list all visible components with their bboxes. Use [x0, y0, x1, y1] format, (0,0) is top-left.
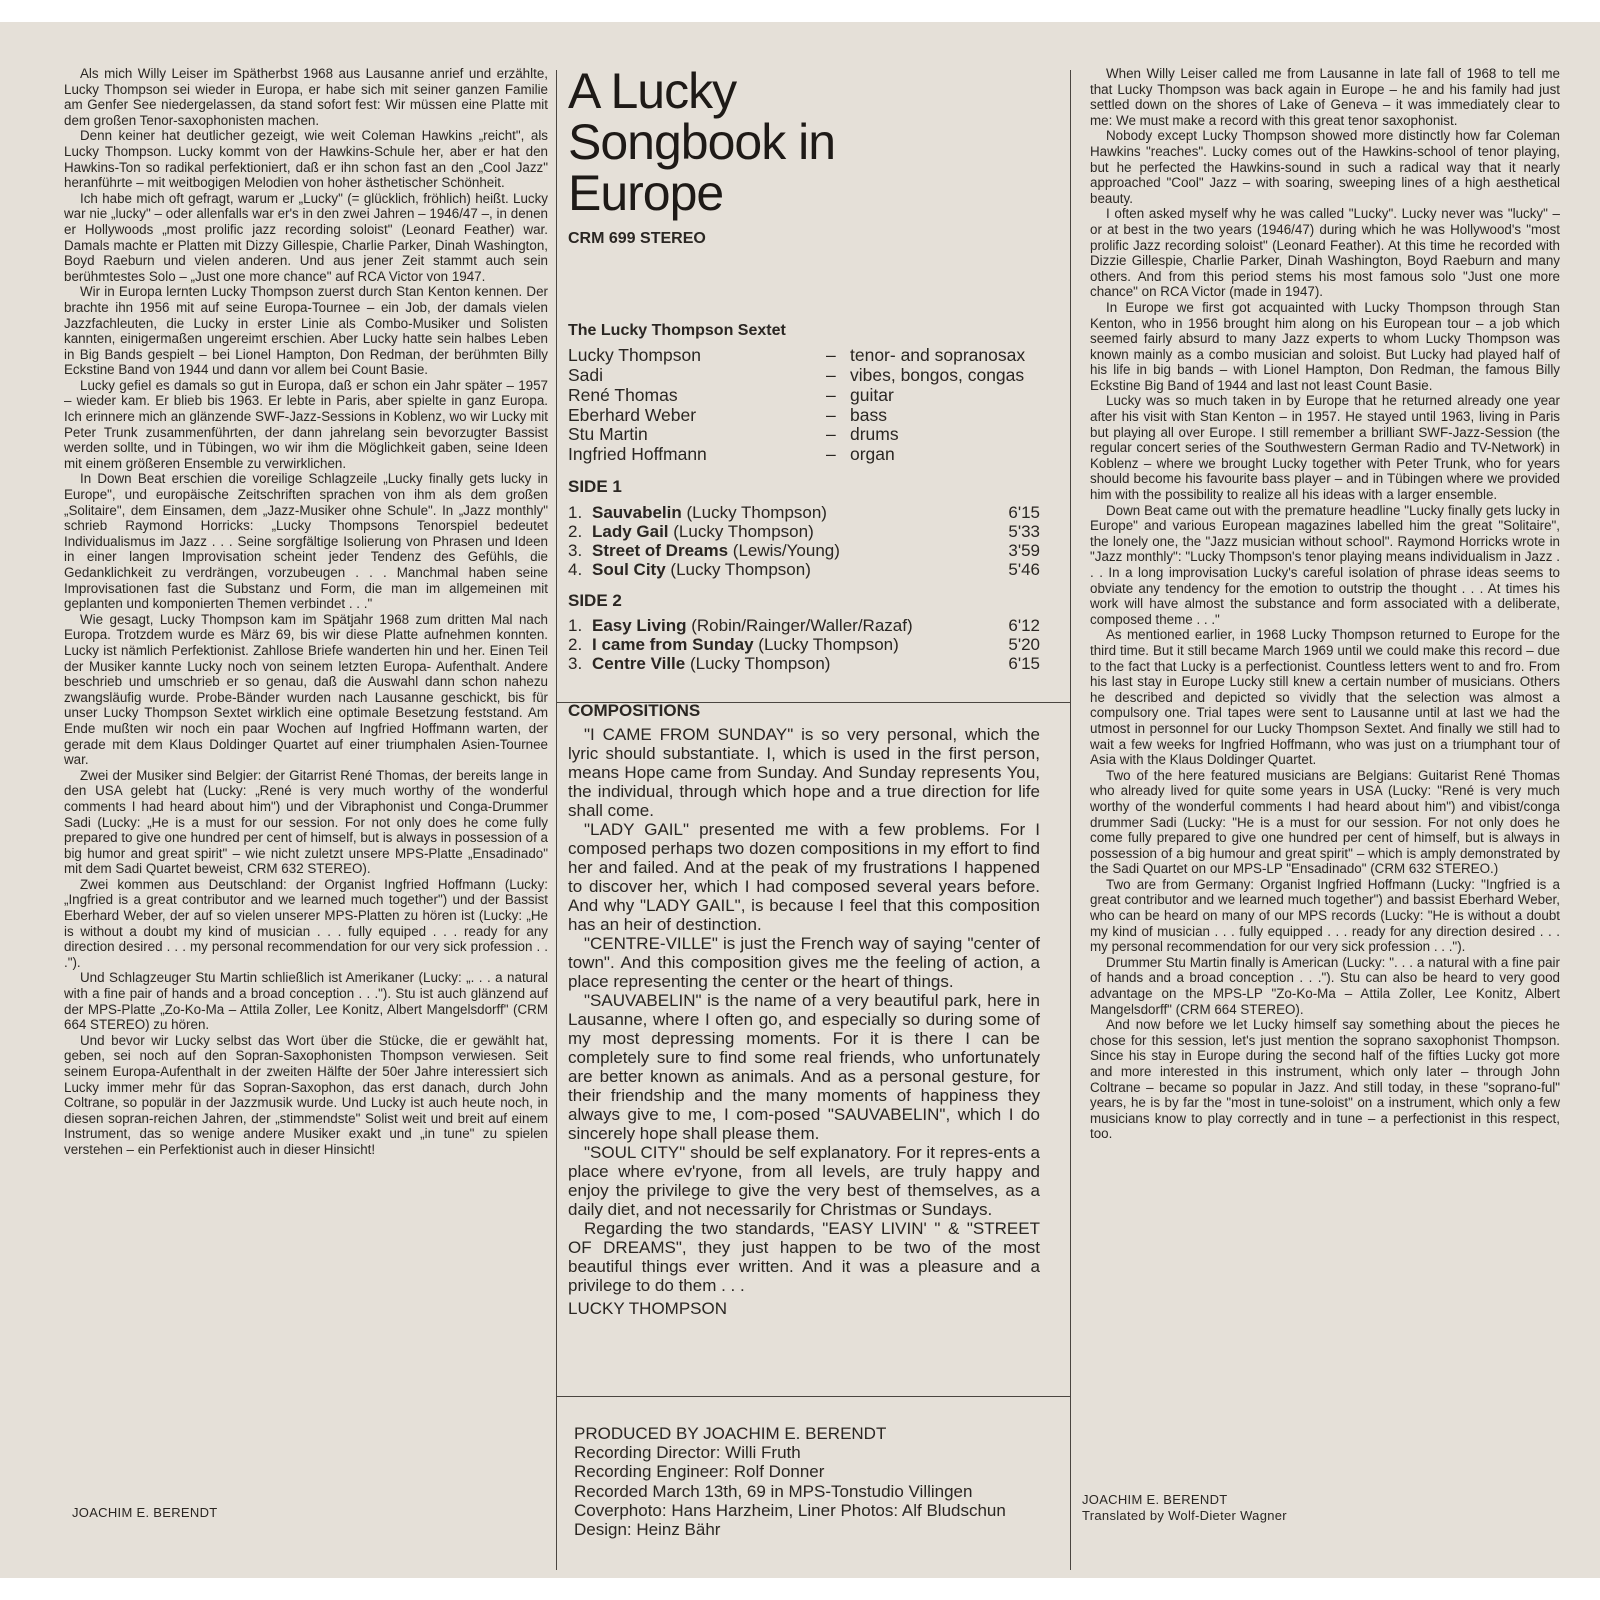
- instrument: tenor- and sopranosax: [850, 345, 1026, 366]
- catalog-number: CRM 699 STEREO: [568, 230, 706, 247]
- credit-line: PRODUCED BY JOACHIM E. BERENDT: [574, 1424, 887, 1443]
- column-divider-left: [556, 70, 557, 1570]
- paragraph: "I CAME FROM SUNDAY" is so very personal, which the lyric should substantiate. I, which is used in the first person, means Hope came from Sunday. And Sunday represents You, the individual, through which hope and a true direction for life shall come.: [568, 724, 1040, 820]
- track-number: 4.: [568, 559, 583, 579]
- track-credit: (Lewis/Young): [732, 540, 840, 560]
- paragraph: In Down Beat erschien die voreilige Schlagzeile „Lucky finally gets lucky in Europe", und europäische Zeitschriften sprachen von ihm als dem großen „Solitaire", dem Einsamen, dem „Jazz-Musiker ohne Schule". In „Jazz monthly" schrieb Raymond Horricks: „Lucky Thompsons Tenorspiel bedeutet Individualismus im Jazz . . . Seine sorgfältige Isolierung von Phrasen und Ideen in einer langen Improvisation scheint jeder Tendenz des Gefühls, die Gedanklichkeit zu verdrängen, vorzubeugen . . . Manchmal haben seine Improvisationen fast die Substanz und Form, die man im allgemeinen mit geplanten und komponierten Themen verbindet . . .": [64, 471, 548, 612]
- lineup-row: [568, 386, 1040, 406]
- lineup-row: [568, 406, 1040, 426]
- record-sleeve-back: [0, 22, 1600, 1578]
- title-line: Europe: [568, 165, 724, 221]
- track-credit: (Lucky Thompson): [670, 559, 811, 579]
- track-duration: 5'46: [1008, 559, 1040, 579]
- musician-name: Eberhard Weber: [568, 404, 697, 425]
- column-divider-right: [1070, 70, 1071, 1570]
- paragraph: Als mich Willy Leiser im Spätherbst 1968 aus Lausanne anrief und erzählte, Lucky Thompson sei wieder in Europa, er habe sich mit seiner ganzen Familie am Genfer See niedergelassen, da stand sofort fest: Wir müssen eine Platte mit dem großen Tenor-saxophonisten machen.: [64, 66, 548, 128]
- paragraph: "CENTRE-VILLE" is just the French way of saying "center of town". And this composition gives me the feeling of action, a place representing the center or the heart of things.: [568, 933, 1040, 991]
- track-duration: 6'12: [1008, 616, 1040, 636]
- paragraph: When Willy Leiser called me from Lausanne in late fall of 1968 to tell me that Lucky Thompson was back again in Europe – he and his family had just settled down on the shores of Lake of Geneva – it was immediately clear to me: We must make a record with this great tenor saxophonist.: [1090, 66, 1560, 128]
- track-row: [568, 560, 1040, 579]
- track-credit: (Lucky Thompson): [689, 654, 831, 674]
- paragraph: Drummer Stu Martin finally is American (Lucky: ". . . a natural with a fine pair of hands and a broad conception . . ."). Stu can also be heard to very good advantage on the MPS-LP "Zo-Ko-Ma – Attila Zoller, Lee Konitz, Albert Mangelsdorff" (CRM 664 STEREO).: [1090, 954, 1560, 1017]
- lineup-list: [568, 346, 1040, 465]
- lineup-dash: –: [826, 404, 836, 425]
- band-name: The Lucky Thompson Sextet: [568, 321, 786, 339]
- compositions-heading: COMPOSITIONS: [568, 701, 701, 721]
- paragraph: Und bevor wir Lucky selbst das Wort über die Stücke, die er gewählt hat, geben, sei noch auf den Sopran-Saxophonisten Thompson verwiesen. Seit seinem Europa-Aufenthalt in der zweiten Hälfte der 50er Jahre interessiert sich Lucky immer mehr für das Sopran-Saxophon, das erst danach, durch John Coltrane, so populär in der Jazzmusik wurde. Und Lucky ist auch heute noch, in diesen sopran-reichen Jahren, der „stimmendste" Solist weit und breit auf einem Instrument, das so wenige andere Musiker exakt und „in tune" zu spielen verstehen – ein Perfektionist auch in dieser Hinsicht!: [64, 1032, 548, 1157]
- lineup-dash: –: [826, 364, 836, 385]
- instrument: vibes, bongos, congas: [850, 364, 1025, 385]
- paragraph: Ich habe mich oft gefragt, warum er „Lucky" (= glücklich, fröhlich) heißt. Lucky war nie „lucky" – oder allenfalls war er's in den zwei Jahren – 1946/47 –, in denen er Hollywoods „most prolific jazz recording soloist" (Leonard Feather) war. Damals machte er Platten mit Dizzy Gillespie, Charlie Parker, Dinah Washington, Boyd Raeburn und vielen anderen. Und aus jener Zeit stammt auch sein berühmtestes Solo – „Just one more chance" auf RCA Victor von 1947.: [64, 190, 548, 284]
- title-line: A Lucky: [568, 63, 737, 119]
- track-credit: (Lucky Thompson): [758, 635, 899, 655]
- paragraph: I often asked myself why he was called "Lucky". Lucky never was "lucky" – or at best in the two years (1946/47) during which he was Hollywood's "most prolific Jazz recording soloist" (Leonard Feather). At this time he recorded with Dizzie Gillespie, Charlie Parker, Dinah Washington, Boyd Raeburn and many others. And from this period stems his most famous solo "Just one more chance" on RCA Victor (made in 1947).: [1090, 206, 1560, 300]
- credit-line: Recorded March 13th, 69 in MPS-Tonstudio Villingen: [574, 1481, 973, 1501]
- paragraph: Wir in Europa lernten Lucky Thompson zuerst durch Stan Kenton kennen. Der brachte ihn 1956 mit auf seine Europa-Tournee – ein Job, der damals vielen Jazzfachleuten, die Lucky in erster Linie als Combo-Musiker und Solisten kannten, einigermaßen ungereimt erschien. Aber Lucky hatte sein halbes Leben in Big Bands gespielt – bei Lionel Hampton, Don Redman, der berühmten Billy Eckstine Band von 1944 und dann vor allem bei Count Basie.: [64, 284, 548, 378]
- paragraph: Lucky was so much taken in by Europe that he returned already one year after his visit with Stan Kenton – in 1957. He stayed until 1963, living in Paris but playing all over Europe. I still remember a brilliant SWF-Jazz-Session (the regular concert series of the Southwestern German Radio and TV-Network) in Koblenz – where we brought Lucky together with Peter Trunk, who for years should become his favourite bass player – and in Tübingen where we provided him with the possibility to realize all his ideas with a larger ensemble.: [1090, 393, 1560, 503]
- paragraph: Two are from Germany: Organist Ingfried Hoffmann (Lucky: "Ingfried is a great contributor and we learned much together") and bassist Eberhard Weber, who can be heard on many of our MPS records (Lucky: "He is without a doubt my kind of musician . . . fully equipped . . . ready for any direction desired . . . my personal recommendation for our very sick profession . . .").: [1090, 876, 1560, 955]
- lineup-dash: –: [826, 444, 836, 465]
- track-title: Lady Gail: [592, 521, 669, 541]
- track-credit: (Robin/Rainger/Waller/Razaf): [691, 616, 913, 636]
- credit-line: Recording Director: Willi Fruth: [574, 1443, 801, 1463]
- track-duration: 6'15: [1008, 654, 1040, 674]
- track-title: Sauvabelin: [592, 502, 682, 522]
- track-number: 3.: [568, 654, 583, 674]
- credit-line: Coverphoto: Hans Harzheim, Liner Photos: Alf Bludschun: [574, 1500, 1006, 1520]
- production-credits: [574, 1424, 1044, 1539]
- track-title: Centre Ville: [592, 654, 686, 674]
- side-1-tracklist: [568, 503, 1040, 579]
- paragraph: Wie gesagt, Lucky Thompson kam im Spätjahr 1968 zum dritten Mal nach Europa. Trotzdem wurde es März 69, bis wir diese Platte aufnehmen konnten. Lucky ist nämlich Perfektionist. Zahllose Briefe wanderten hin und her. Einen Teil der Musiker kannte Lucky noch von seinem letzten Europa- Aufenthalt. Andere beschrieb und umschrieb er so genau, daß die Auswahl dann schon nahezu zwangsläufig wurde. Probe-Bänder wurden nach Lausanne geschickt, bis für unser Lucky Thompson Sextet wirklich eine optimale Besetzung feststand. Am Ende mußten wir noch ein paar Wochen auf Ingfried Hoffmann warten, der gerade mit dem Klaus Doldinger Quartet auf einer triumphalen Asien-Tournee war.: [64, 611, 548, 768]
- paragraph: Nobody except Lucky Thompson showed more distinctly how far Coleman Hawkins "reaches". Lucky comes out of the Hawkins-school of tenor playing, but he perfected the Hawkins-sound in such a radical way that it nearly approached "Cool" Jazz – with soaring, sweeping lines of a high aesthetical beauty.: [1090, 128, 1560, 206]
- track-duration: 5'20: [1008, 635, 1040, 655]
- paragraph: And now before we let Lucky himself say something about the pieces he chose for this session, let's just mention the soprano saxophonist Thompson. Since his stay in Europe during the second half of the fifties Lucky got more and more interested in this instrument, which only later – through John Coltrane – became so popular in Jazz. And still today, in these "soprano-ful" years, he is by far the "most in tune-soloist" on a instrument, which only a few musicians know to play correctly and in tune – a perfectionist in this respect, too.: [1090, 1017, 1560, 1142]
- compositions-signature: LUCKY THOMPSON: [568, 1298, 728, 1318]
- title-line: Songbook in: [568, 114, 836, 170]
- paragraph: Two of the here featured musicians are Belgians: Guitarist René Thomas who already lived for quite some years in USA (Lucky: "René is very much worthy of the wonderful comments I had heard about him") and vibist/conga drummer Sadi (Lucky: "He is a must for our session. For not only does he come fully prepared to give one hundred per cent of himself, but is always in possession of a big humour and great spirit" – which is amply demonstrated by the Sadi Quartet on our MPS-LP "Ensadinado" (CRM 632 STEREO.): [1090, 767, 1560, 877]
- musician-name: Lucky Thompson: [568, 345, 701, 366]
- english-notes-signature: JOACHIM E. BERENDT: [1082, 1492, 1228, 1507]
- paragraph: "LADY GAIL" presented me with a few problems. For I composed perhaps two dozen compositions in my effort to find her and failed. And at the peak of my frustrations I happened to discover her, which I had composed several years before. And why "LADY GAIL", is because I feel that this composition has an heir of destinction.: [568, 819, 1040, 934]
- musician-name: Sadi: [568, 364, 604, 385]
- instrument: guitar: [850, 384, 894, 405]
- paragraph: Lucky gefiel es damals so gut in Europa, daß er schon ein Jahr später – 1957 – wieder kam. Er blieb bis 1963. Er lebte in Paris, aber spielte in ganz Europa. Ich erinnere mich an glänzende SWF-Jazz-Sessions in Koblenz, wo wir Lucky mit Peter Trunk zusammenführten, der dann jahrelang sein bevorzugter Bassist werden sollte, und in Tübingen, wo wir ihm die Möglichkeit gaben, seine Ideen mit einem größeren Ensemble zu verwirklichen.: [64, 377, 548, 471]
- side-1-heading: SIDE 1: [568, 476, 622, 496]
- track-row: [568, 635, 1040, 654]
- paragraph: Regarding the two standards, "EASY LIVIN' " & "STREET OF DREAMS", they just happen to be two of the most beautiful things ever written. And it was a pleasure and a privilege to do them . . .: [568, 1218, 1040, 1295]
- paragraph: Zwei der Musiker sind Belgier: der Gitarrist René Thomas, der bereits lange in den USA gelebt hat (Lucky: „René is very much worthy of the wonderful comments I had heard about him") und der Vibraphonist und Conga-Drummer Sadi (Lucky: „He is a must for our session. For not only does he come fully prepared to give one hundred per cent of himself, but is always in possession of a big humor and great spirit" – wie nicht zuletzt unsere MPS-Platte „Ensadinado" mit dem Sadi Quartet beweist, CRM 632 STEREO).: [64, 767, 548, 877]
- track-duration: 5'33: [1008, 521, 1040, 541]
- track-credit: (Lucky Thompson): [673, 521, 814, 541]
- track-number: 2.: [568, 521, 583, 541]
- track-row: [568, 503, 1040, 522]
- lineup-dash: –: [826, 345, 836, 366]
- lineup-dash: –: [826, 424, 836, 445]
- instrument: organ: [850, 444, 895, 465]
- track-number: 1.: [568, 502, 583, 522]
- paragraph: Down Beat came out with the premature headline "Lucky finally gets lucky in Europe" and various European magazines labelled him the great "Solitaire", the lonely one, the "Jazz musician without school". Raymond Horricks wrote in "Jazz monthly": "Lucky Thompson's tenor playing means individualism in Jazz . . . In a long improvisation Lucky's careful isolation of phrase ideas seems to obviate any tendency for the emotion to outstrip the thought . . . At times his work will have almost the substance and form associated with a deliberate, composed theme . . .": [1090, 502, 1560, 627]
- translator-credit: Translated by Wolf-Dieter Wagner: [1082, 1508, 1287, 1523]
- instrument: drums: [850, 424, 899, 445]
- album-info: [568, 63, 1040, 1548]
- side-2-heading: SIDE 2: [568, 590, 622, 610]
- track-title: Soul City: [592, 559, 666, 579]
- album-title: [568, 63, 1040, 221]
- lineup-dash: –: [826, 384, 836, 405]
- paragraph: "SAUVABELIN" is the name of a very beautiful park, here in Lausanne, where I often go, and especially so during some of my most depressing moments. For it is there I can be completely sure to find some real friends, who unfortunately are better known as animals. And as a personal gesture, for their friendship and the many moments of happiness they always give to me, I com-posed "SAUVABELIN", which I do sincerely hope shall please them.: [568, 990, 1040, 1143]
- lineup-row: [568, 366, 1040, 386]
- german-notes-signature: JOACHIM E. BERENDT: [72, 1505, 218, 1520]
- paragraph: Und Schlagzeuger Stu Martin schließlich ist Amerikaner (Lucky: „. . . a natural with a fine pair of hands and a broad conception . . ."). Stu ist auch glänzend auf der MPS-Platte „Zo-Ko-Ma – Attila Zoller, Lee Konitz, Albert Mangelsdorff" (CRM 664 STEREO) zu hören.: [64, 970, 548, 1033]
- credit-line: Recording Engineer: Rolf Donner: [574, 1462, 825, 1482]
- english-liner-notes: [1090, 66, 1560, 1548]
- track-duration: 6'15: [1008, 502, 1040, 522]
- paragraph: Denn keiner hat deutlicher gezeigt, wie weit Coleman Hawkins „reicht", als Lucky Thompson. Lucky kommt von der Hawkins-Schule her, aber er hat den Hawkins-Ton so radikal perfektioniert, daß er ihn schon fast an den „Cool Jazz" heranführte – mit weitbogigen Melodien von hoher ästhetischer Schönheit.: [64, 128, 548, 191]
- side-2-tracklist: [568, 616, 1040, 673]
- compositions-notes: [568, 725, 1040, 1295]
- track-duration: 3'59: [1008, 540, 1040, 560]
- credit-line: Design: Heinz Bähr: [574, 1520, 721, 1540]
- track-number: 2.: [568, 635, 583, 655]
- track-number: 1.: [568, 616, 583, 636]
- track-row: [568, 616, 1040, 635]
- track-title: Easy Living: [592, 616, 687, 636]
- paragraph: In Europe we first got acquainted with Lucky Thompson through Stan Kenton, who in 1956 brought him along on his European tour – a job which seemed fairly absurd to many Jazz experts to whom Lucky Thompson was known mainly as a combo musician and soloist. But Lucky had played half of his life in big bands – with Lionel Hampton, Don Redman, the famous Billy Eckstine Big Band of 1944 and last not least Count Basie.: [1090, 299, 1560, 393]
- track-row: [568, 541, 1040, 560]
- german-liner-notes: [64, 66, 548, 1548]
- track-number: 3.: [568, 540, 583, 560]
- musician-name: Stu Martin: [568, 424, 648, 445]
- lineup-row: [568, 346, 1040, 366]
- lineup-row: [568, 425, 1040, 445]
- paragraph: As mentioned earlier, in 1968 Lucky Thompson returned to Europe for the third time. But it still became March 1969 until we could make this record – due to the fact that Lucky is a perfectionist. Countless letters went to and fro. From his last stay in Europe Lucky still knew a certain number of musicians. Others he described and depicted so vividly that the selection was almost a compulsory one. Trial tapes were sent to Lausanne until at last we had the utmost in personnel for our Lucky Thompson Sextet. And finally we still had to wait a few weeks for Ingfried Hoffmann, who was just on a triumphant tour of Asia with the Klaus Doldinger Quartet.: [1090, 627, 1560, 768]
- paragraph: Zwei kommen aus Deutschland: der Organist Ingfried Hoffmann (Lucky: „Ingfried is a great contributor and we learned much together") und der Bassist Eberhard Weber, der auf so vielen unserer MPS-Platten zu hören ist (Lucky: „He is without a doubt my kind of musician . . . fully equiped . . . ready for any direction desired . . . my personal recommendation for our very sick profession . . .").: [64, 876, 548, 970]
- lineup-row: [568, 445, 1040, 465]
- track-title: I came from Sunday: [592, 635, 754, 655]
- track-row: [568, 654, 1040, 673]
- musician-name: René Thomas: [568, 384, 678, 405]
- paragraph: "SOUL CITY" should be self explanatory. For it repres-ents a place where ev'ryone, from all levels, are truly happy and enjoy the privilege to give the very best of themselves, as a daily diet, and not necessarily for Christmas or Sundays.: [568, 1142, 1040, 1219]
- track-row: [568, 522, 1040, 541]
- track-credit: (Lucky Thompson): [686, 502, 827, 522]
- instrument: bass: [850, 404, 887, 425]
- track-title: Street of Dreams: [592, 540, 729, 560]
- musician-name: Ingfried Hoffmann: [568, 444, 707, 465]
